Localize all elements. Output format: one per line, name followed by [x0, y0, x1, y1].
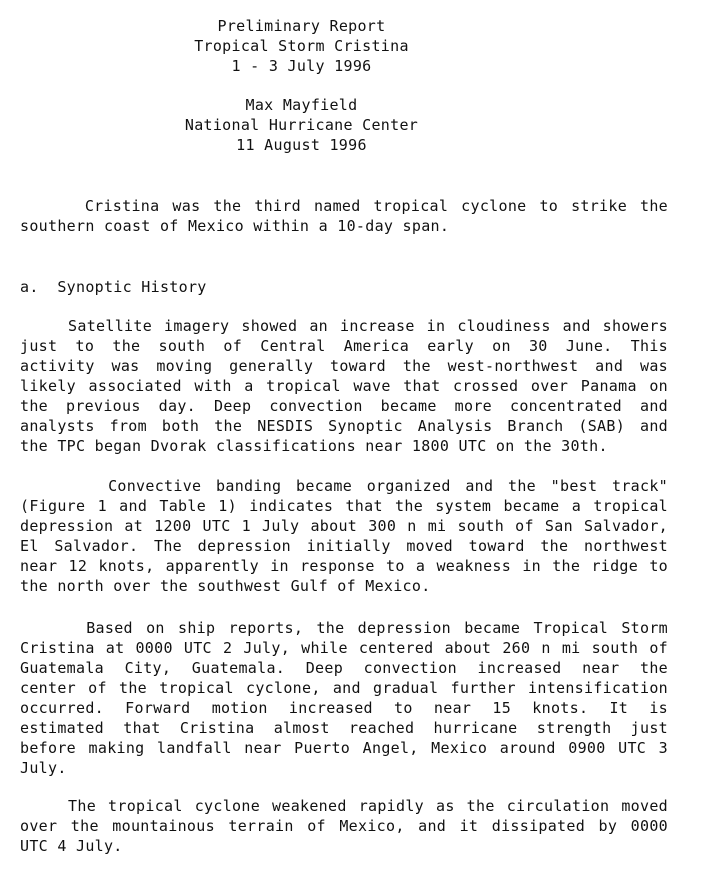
author-block	[0, 95, 658, 155]
paragraph-line: analysts from both the NESDIS Synoptic Analysis Branch (SAB) and	[20, 417, 668, 435]
paragraph-line: just to the south of Central America early on 30 June. This	[20, 337, 668, 355]
synoptic-paragraph-1	[20, 316, 668, 456]
storm-name: Tropical Storm Cristina	[194, 37, 409, 55]
storm-dates: 1 - 3 July 1996	[231, 57, 372, 75]
paragraph-line: center of the tropical cyclone, and gradual further intensification	[20, 679, 668, 697]
paragraph-line: over the mountainous terrain of Mexico, and it dissipated by 0000	[20, 817, 668, 835]
synoptic-paragraph-4	[20, 796, 668, 856]
paragraph-line: (Figure 1 and Table 1) indicates that the system became a tropical	[20, 497, 668, 515]
author-organization: National Hurricane Center	[184, 116, 419, 134]
paragraph-line: El Salvador. The depression initially moved toward the northwest	[20, 537, 668, 555]
synoptic-paragraph-2	[20, 476, 668, 596]
section-heading: a. Synoptic History	[20, 278, 207, 296]
paragraph-line: likely associated with a tropical wave that crossed over Panama on	[20, 377, 668, 395]
paragraph-line: depression at 1200 UTC 1 July about 300 n mi south of San Salvador,	[20, 517, 668, 535]
paragraph-line: Cristina was the third named tropical cyclone to strike the	[84, 197, 669, 215]
paragraph-line: Cristina at 0000 UTC 2 July, while centered about 260 n mi south of	[20, 639, 668, 657]
synoptic-paragraph-3	[20, 618, 668, 778]
paragraph-line: near 12 knots, apparently in response to a weakness in the ridge to	[20, 557, 668, 575]
intro-paragraph	[20, 196, 668, 236]
paragraph-line: activity was moving generally toward the west-northwest and was	[20, 357, 668, 375]
report-type: Preliminary Report	[217, 17, 386, 35]
paragraph-line: the previous day. Deep convection became more concentrated and	[20, 397, 668, 415]
paragraph-line: the TPC began Dvorak classifications near 1800 UTC on the 30th.	[20, 437, 608, 455]
author-name: Max Mayfield	[245, 96, 358, 114]
paragraph-line: occurred. Forward motion increased to near 15 knots. It is	[20, 699, 668, 717]
report-date: 11 August 1996	[236, 136, 367, 154]
paragraph-line: estimated that Cristina almost reached hurricane strength just	[20, 719, 668, 737]
paragraph-line: July.	[20, 759, 67, 777]
paragraph-line: southern coast of Mexico within a 10-day span.	[20, 217, 450, 235]
paragraph-line: Satellite imagery showed an increase in cloudiness and showers	[68, 317, 668, 335]
paragraph-line: The tropical cyclone weakened rapidly as the circulation moved	[68, 797, 668, 815]
paragraph-line: before making landfall near Puerto Angel, Mexico around 0900 UTC 3	[20, 739, 668, 757]
paragraph-line: Convective banding became organized and the "best track"	[108, 477, 668, 495]
paragraph-line: Based on ship reports, the depression became Tropical Storm	[86, 619, 668, 637]
report-title-block	[0, 16, 658, 76]
paragraph-line: Guatemala City, Guatemala. Deep convection increased near the	[20, 659, 668, 677]
paragraph-line: the north over the southwest Gulf of Mexico.	[20, 577, 431, 595]
paragraph-line: UTC 4 July.	[20, 837, 123, 855]
